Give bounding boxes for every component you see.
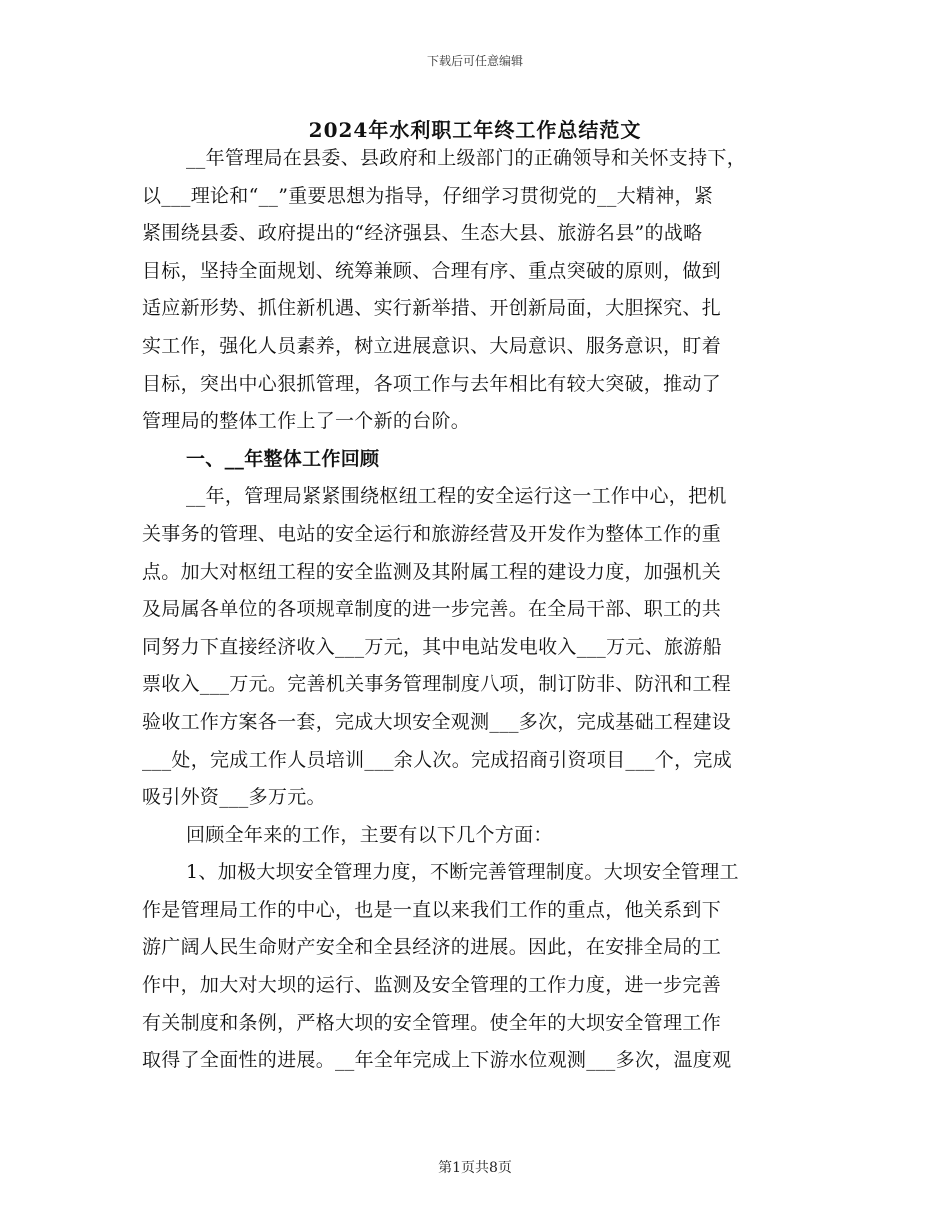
paragraph-line: 关事务的管理、电站的安全运行和旅游经营及开发作为整体工作的重 (142, 522, 722, 545)
paragraph-line: 点。加大对枢纽工程的安全监测及其附属工程的建设力度，加强机关 (142, 560, 722, 583)
paragraph-line: 有关制度和条例，严格大坝的安全管理。使全年的大坝安全管理工作 (142, 1011, 722, 1034)
paragraph-line: 1、加极大坝安全管理力度，不断完善管理制度。大坝安全管理工 (186, 861, 739, 884)
paragraph-line: 验收工作方案各一套，完成大坝安全观测___多次，完成基础工程建设 (142, 710, 732, 733)
paragraph-line: 吸引外资___多万元。 (142, 786, 326, 809)
paragraph-line: 同努力下直接经济收入___万元，其中电站发电收入___万元、旅游船 (142, 635, 722, 658)
page-footer: 第1页共8页 (438, 1160, 512, 1176)
paragraph-line: ___处，完成工作人员培训___余人次。完成招商引资项目___个，完成 (142, 748, 733, 771)
paragraph-line: 回顾全年来的工作，主要有以下几个方面： (186, 823, 553, 846)
paragraph-line: 实工作，强化人员素养，树立进展意识、大局意识、服务意识，盯着 (142, 334, 722, 357)
document-body (142, 140, 808, 1080)
paragraph-line: 取得了全面性的进展。__年全年完成上下游水位观测___多次，温度观 (142, 1049, 732, 1072)
paragraph-line: 作中，加大对大坝的运行、监测及安全管理的工作力度，进一步完善 (142, 974, 722, 997)
section-heading: 一、__年整体工作回顾 (186, 447, 380, 470)
page-header: 下载后可任意编辑 (426, 54, 523, 68)
paragraph-line: 以___理论和“__”重要思想为指导，仔细学习贯彻党的__大精神，紧 (142, 184, 714, 207)
paragraph-line: 适应新形势、抓住新机遇、实行新举措、开创新局面，大胆探究、扎 (142, 297, 722, 320)
paragraph-line: __年管理局在县委、县政府和上级部门的正确领导和关怀支持下， (186, 147, 747, 169)
paragraph-line: 票收入___万元。完善机关事务管理制度八项，制订防非、防汛和工程 (142, 673, 732, 696)
paragraph-line: 目标，坚持全面规划、统筹兼顾、合理有序、重点突破的原则，做到 (142, 259, 722, 282)
paragraph-line: 目标，突出中心狠抓管理，各项工作与去年相比有较大突破，推动了 (142, 372, 722, 395)
paragraph-line: 紧围绕县委、政府提出的“经济强县、生态大县、旅游名县”的战略 (142, 222, 703, 245)
paragraph-line: 游广阔人民生命财产安全和全县经济的进展。因此，在安排全局的工 (142, 936, 722, 959)
paragraph-line: 及局属各单位的各项规章制度的进一步完善。在全局干部、职工的共 (142, 598, 722, 621)
paragraph-line: __年，管理局紧紧围绕枢纽工程的安全运行这一工作中心，把机 (186, 485, 727, 508)
paragraph-line: 作是管理局工作的中心，也是一直以来我们工作的重点，他关系到下 (142, 898, 722, 921)
document-title: 2024年水利职工年终工作总结范文 (308, 118, 642, 142)
paragraph-line: 管理局的整体工作上了一个新的台阶。 (142, 410, 471, 433)
